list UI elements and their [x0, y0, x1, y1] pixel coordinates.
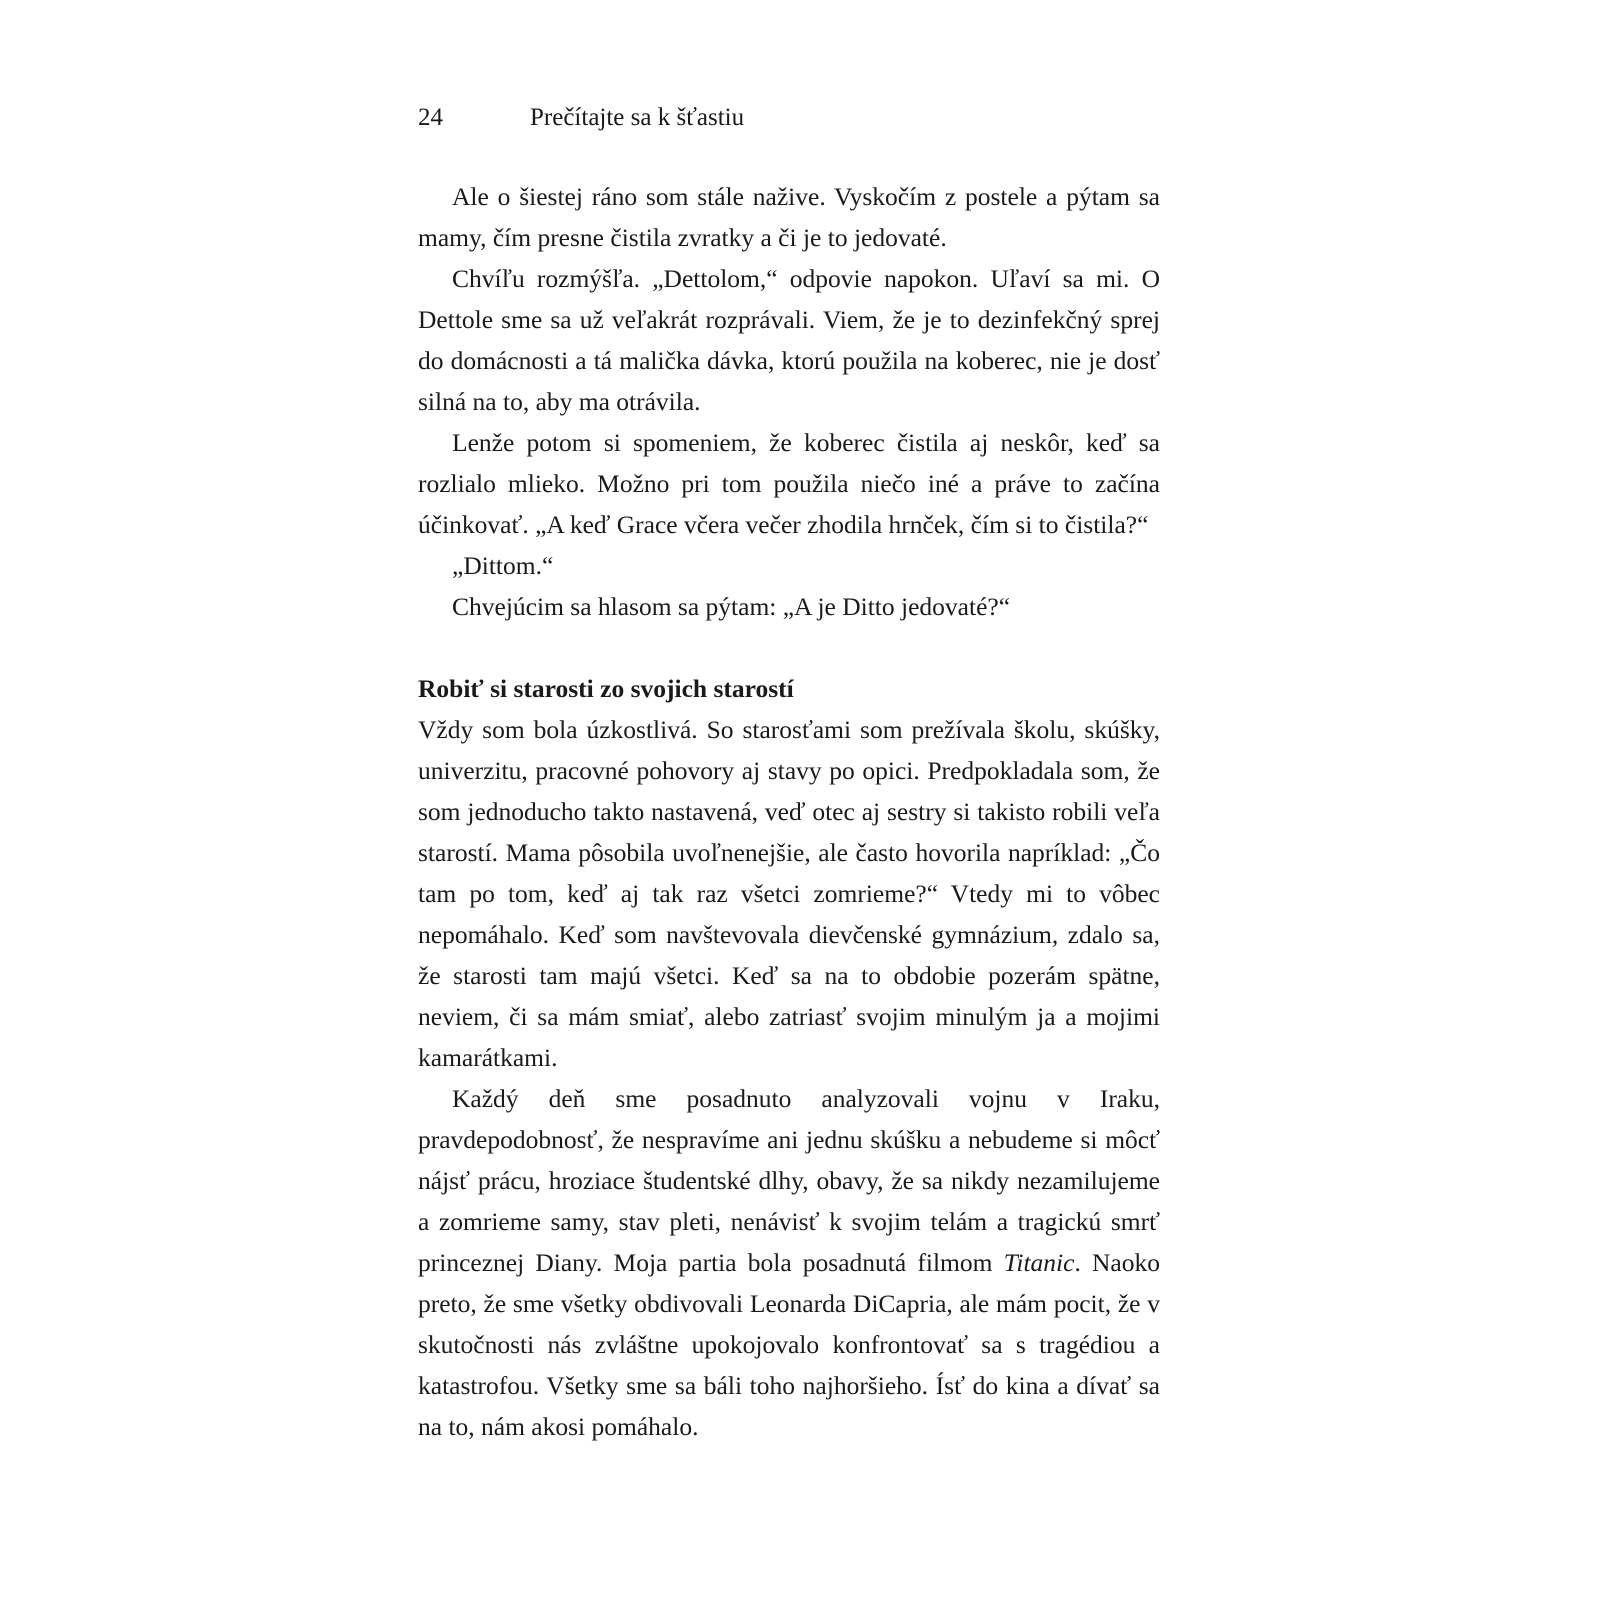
section-gap [418, 627, 1160, 668]
section-heading: Robiť si starosti zo svojich starostí [418, 674, 794, 703]
book-page [418, 98, 1160, 1447]
paragraph-2: Chvíľu rozmýšľa. „Dettolom,“ odpovie napokon. Uľaví sa mi. O Dettole sme sa už veľakrát rozprávali. Viem, že je to dezinfekčný sprej do domácnosti a tá malička dávka, ktorú použila na koberec, nie je dosť silná na to, aby ma otrávila. [418, 264, 1160, 416]
paragraph-7 [418, 1078, 1160, 1447]
book-title: Prečítajte sa k šťastiu [530, 104, 745, 131]
paragraph-5: Chvejúcim sa hlasom sa pýtam: „A je Ditto jedovaté?“ [452, 592, 1011, 621]
page-number: 24 [418, 104, 443, 131]
paragraph-3: Lenže potom si spomeniem, že koberec čistila aj neskôr, keď sa rozlialo mlieko. Možno pri tom použila niečo iné a práve to začína účinkovať. „A keď Grace včera večer zhodila hrnček, čím si to čistila?“ [418, 428, 1160, 539]
paragraph-4: „Dittom.“ [452, 551, 554, 580]
paragraph-7-text-b: . Naoko preto, že sme všetky obdivovali Leonarda DiCapria, ale mám pocit, že v skutočnosti nás zvláštne upokojovalo konfrontovať sa s tragédiou a katastrofou. Všetky sme sa báli toho najhoršieho. Ísť do kina a dívať sa na to, nám akosi pomáhalo. [418, 1248, 1160, 1441]
film-title: Titanic [1003, 1248, 1075, 1277]
paragraph-7-text-a: Každý deň sme posadnuto analyzovali vojnu v Iraku, pravdepodobnosť, že nespravíme ani jednu skúšku a nebudeme si môcť nájsť prácu, hroziace študentské dlhy, obavy, že sa nikdy nezamilujeme a zomrieme samy, stav pleti, nenávisť k svojim telám a tragickú smrť princeznej Diany. Moja partia bola posadnutá filmom [418, 1084, 1160, 1277]
body-text [418, 176, 1160, 1447]
paragraph-1: Ale o šiestej ráno som stále nažive. Vyskočím z postele a pýtam sa mamy, čím presne čistila zvratky a či je to jedovaté. [418, 182, 1160, 252]
running-head [418, 98, 1160, 138]
paragraph-6: Vždy som bola úzkostlivá. So starosťami som prežívala školu, skúšky, univerzitu, pracovné pohovory aj stavy po opici. Predpokladala som, že som jednoducho takto nastavená, veď otec aj sestry si takisto robili veľa starostí. Mama pôsobila uvoľnenejšie, ale často hovorila napríklad: „Čo tam po tom, keď aj tak raz všetci zomrieme?“ Vtedy mi to vôbec nepomáhalo. Keď som navštevovala dievčenské gymnázium, zdalo sa, že starosti tam majú všetci. Keď sa na to obdobie pozerám spätne, neviem, či sa mám smiať, alebo zatriasť svojim minulým ja a mojimi kamarátkami. [418, 715, 1160, 1072]
